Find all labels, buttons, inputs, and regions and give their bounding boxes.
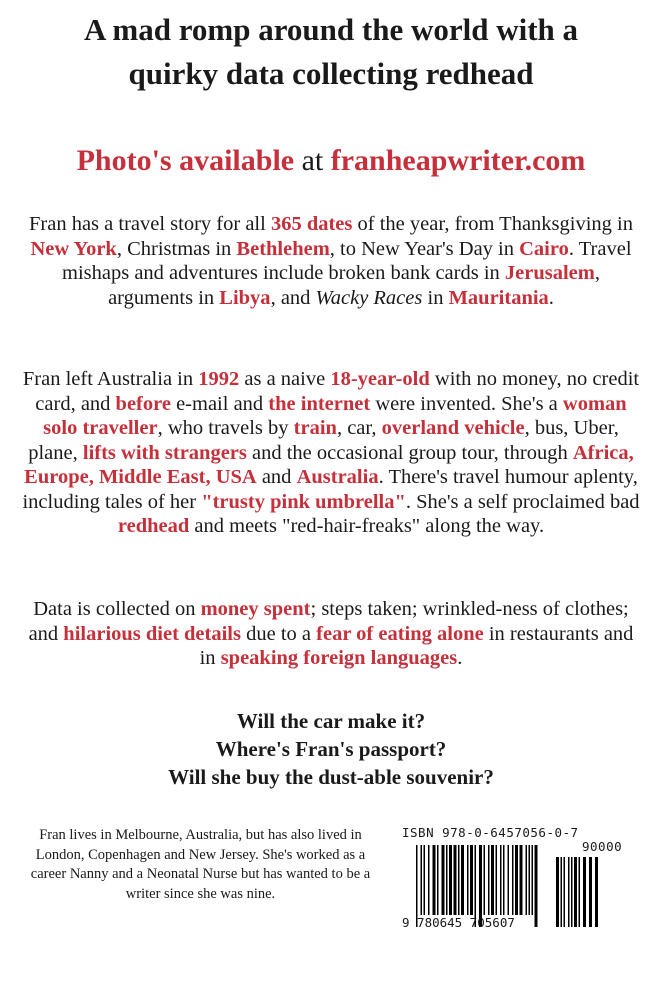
highlight-text: money spent — [200, 598, 311, 620]
photo-at: at — [294, 144, 331, 177]
barcode-bar — [496, 845, 498, 915]
barcode-bar — [535, 845, 538, 927]
italic-text: Wacky Races — [315, 286, 423, 309]
blurb-paragraph — [22, 212, 640, 310]
highlight-text: 1992 — [198, 368, 240, 390]
body-text: were invented. She's a — [370, 392, 563, 415]
barcode-bar — [512, 845, 514, 915]
barcode-bar — [503, 845, 505, 915]
body-text: . — [457, 647, 463, 669]
barcode-bar — [454, 845, 457, 915]
highlight-text: 365 dates — [270, 213, 353, 235]
barcode-bar — [571, 857, 573, 927]
highlight-text: woman solo traveller — [43, 392, 627, 439]
highlight-text: fear of eating alone — [316, 622, 484, 645]
barcode-bar — [595, 857, 598, 927]
highlight-text: 18-year-old — [330, 368, 430, 390]
barcode-bar — [484, 845, 486, 915]
barcode-bar — [589, 857, 592, 927]
body-text: and the occasional group tour, through — [246, 441, 573, 464]
barcode-bar — [470, 845, 473, 915]
barcode-bar — [437, 845, 439, 915]
barcode-bar — [461, 845, 464, 915]
body-text: , arguments in — [108, 262, 600, 309]
highlight-text: train — [293, 417, 337, 439]
barcode-bar — [428, 845, 430, 915]
body-text: , to New Year's Day in — [329, 237, 520, 260]
isbn-text: ISBN 978-0-6457056-0-7 — [402, 825, 579, 840]
highlight-text: Africa, Europe, Middle East, USA — [24, 441, 634, 488]
body-text: ; steps taken; wrinkled-ness of clothes; and — [28, 598, 629, 645]
barcode-bar — [442, 845, 445, 915]
body-text: due to a — [240, 622, 317, 645]
barcode-bar — [526, 845, 528, 915]
body-text: Fran has a travel story for all — [29, 213, 271, 235]
question: Will she buy the dust-able souvenir? — [168, 765, 494, 789]
highlight-text: lifts with strangers — [82, 441, 247, 464]
blurb-paragraph — [22, 367, 640, 539]
barcode-bar — [424, 845, 426, 915]
highlight-text: New York — [30, 237, 117, 260]
body-text: . — [548, 286, 554, 309]
question: Where's Fran's passport? — [215, 737, 447, 761]
barcode-bar — [449, 845, 452, 915]
body-text: , car, — [336, 417, 382, 439]
tagline — [0, 8, 662, 96]
body-text: and meets "red-hair-freaks" along the way. — [189, 515, 545, 537]
body-text: in — [422, 286, 449, 309]
tagline-line: quirky data collecting redhead — [128, 56, 534, 91]
highlight-text: Australia — [296, 466, 379, 488]
body-text: . Travel mishaps and adventures include broken bank cards in — [62, 237, 632, 284]
barcode-bar — [500, 845, 502, 915]
barcode-bar — [520, 845, 523, 915]
barcode-digits: 9 780645 705607 — [402, 915, 515, 930]
highlight-text: redhead — [117, 515, 190, 537]
photo-label: Photo's available — [76, 144, 295, 177]
body-text: of the year, from Thanksgiving in — [352, 213, 633, 235]
highlight-text: Jerusalem — [504, 262, 595, 284]
question: Will the car make it? — [236, 709, 426, 733]
body-text: . She's a self proclaimed bad — [405, 490, 640, 513]
body-text: , and — [270, 286, 316, 309]
body-text: , who travels by — [157, 417, 294, 439]
body-text: and — [256, 466, 297, 488]
barcode-bar — [556, 857, 559, 927]
barcode-bar — [579, 857, 581, 927]
body-text: with no money, no credit card, and — [35, 368, 640, 415]
highlight-text: Bethlehem — [236, 237, 330, 260]
barcode-bar — [508, 845, 510, 915]
body-text: , bus, Uber, plane, — [28, 417, 619, 464]
isbn-barcode — [402, 825, 623, 935]
body-text: e-mail and — [170, 392, 269, 415]
highlight-text: overland vehicle — [381, 417, 525, 439]
tagline-line: A mad romp around the world with a — [83, 12, 579, 47]
highlight-text: before — [115, 392, 171, 415]
questions — [0, 707, 662, 791]
barcode-bar — [488, 845, 490, 915]
barcode-bar — [532, 845, 534, 915]
barcode-bar — [568, 857, 570, 927]
body-text: , Christmas in — [116, 237, 237, 260]
barcode-bar — [433, 845, 436, 915]
barcode-bar — [583, 857, 586, 927]
barcode-bar — [564, 857, 566, 927]
barcode-bar — [421, 845, 423, 915]
barcode-addon: 90000 — [582, 839, 623, 854]
website-link[interactable]: franheapwriter.com — [330, 144, 586, 177]
highlight-text: "trusty pink umbrella" — [201, 490, 406, 513]
blurb-paragraph — [22, 597, 640, 671]
barcode-bar — [491, 845, 494, 915]
author-bio: Fran lives in Melbourne, Australia, but has also lived in London, Copenhagen and New Jersey. She's worked as a career Nanny and a Neonatal Nurse but has wanted to be a writer since she was nine. — [30, 827, 371, 902]
photo-availability — [0, 144, 662, 178]
barcode-bar — [561, 857, 563, 927]
highlight-text: Mauritania — [448, 286, 549, 309]
body-text: Data is collected on — [33, 598, 201, 620]
body-text: . There's travel humour aplenty, including tales of her — [22, 466, 638, 513]
barcode-bar — [515, 845, 518, 915]
barcode-bar — [574, 857, 577, 927]
barcode-bar — [529, 845, 531, 915]
barcode-bar — [467, 845, 469, 915]
body-text: as a naive — [239, 368, 331, 390]
barcode-bar — [458, 845, 460, 915]
highlight-text: Cairo — [519, 237, 569, 260]
highlight-text: the internet — [268, 392, 371, 415]
highlight-text: Libya — [219, 286, 271, 309]
barcode-bar — [446, 845, 448, 915]
highlight-text: hilarious diet details — [63, 622, 241, 645]
body-text: in restaurants and in — [199, 622, 634, 669]
body-text: Fran left Australia in — [22, 368, 199, 390]
highlight-text: speaking foreign languages — [220, 647, 458, 669]
